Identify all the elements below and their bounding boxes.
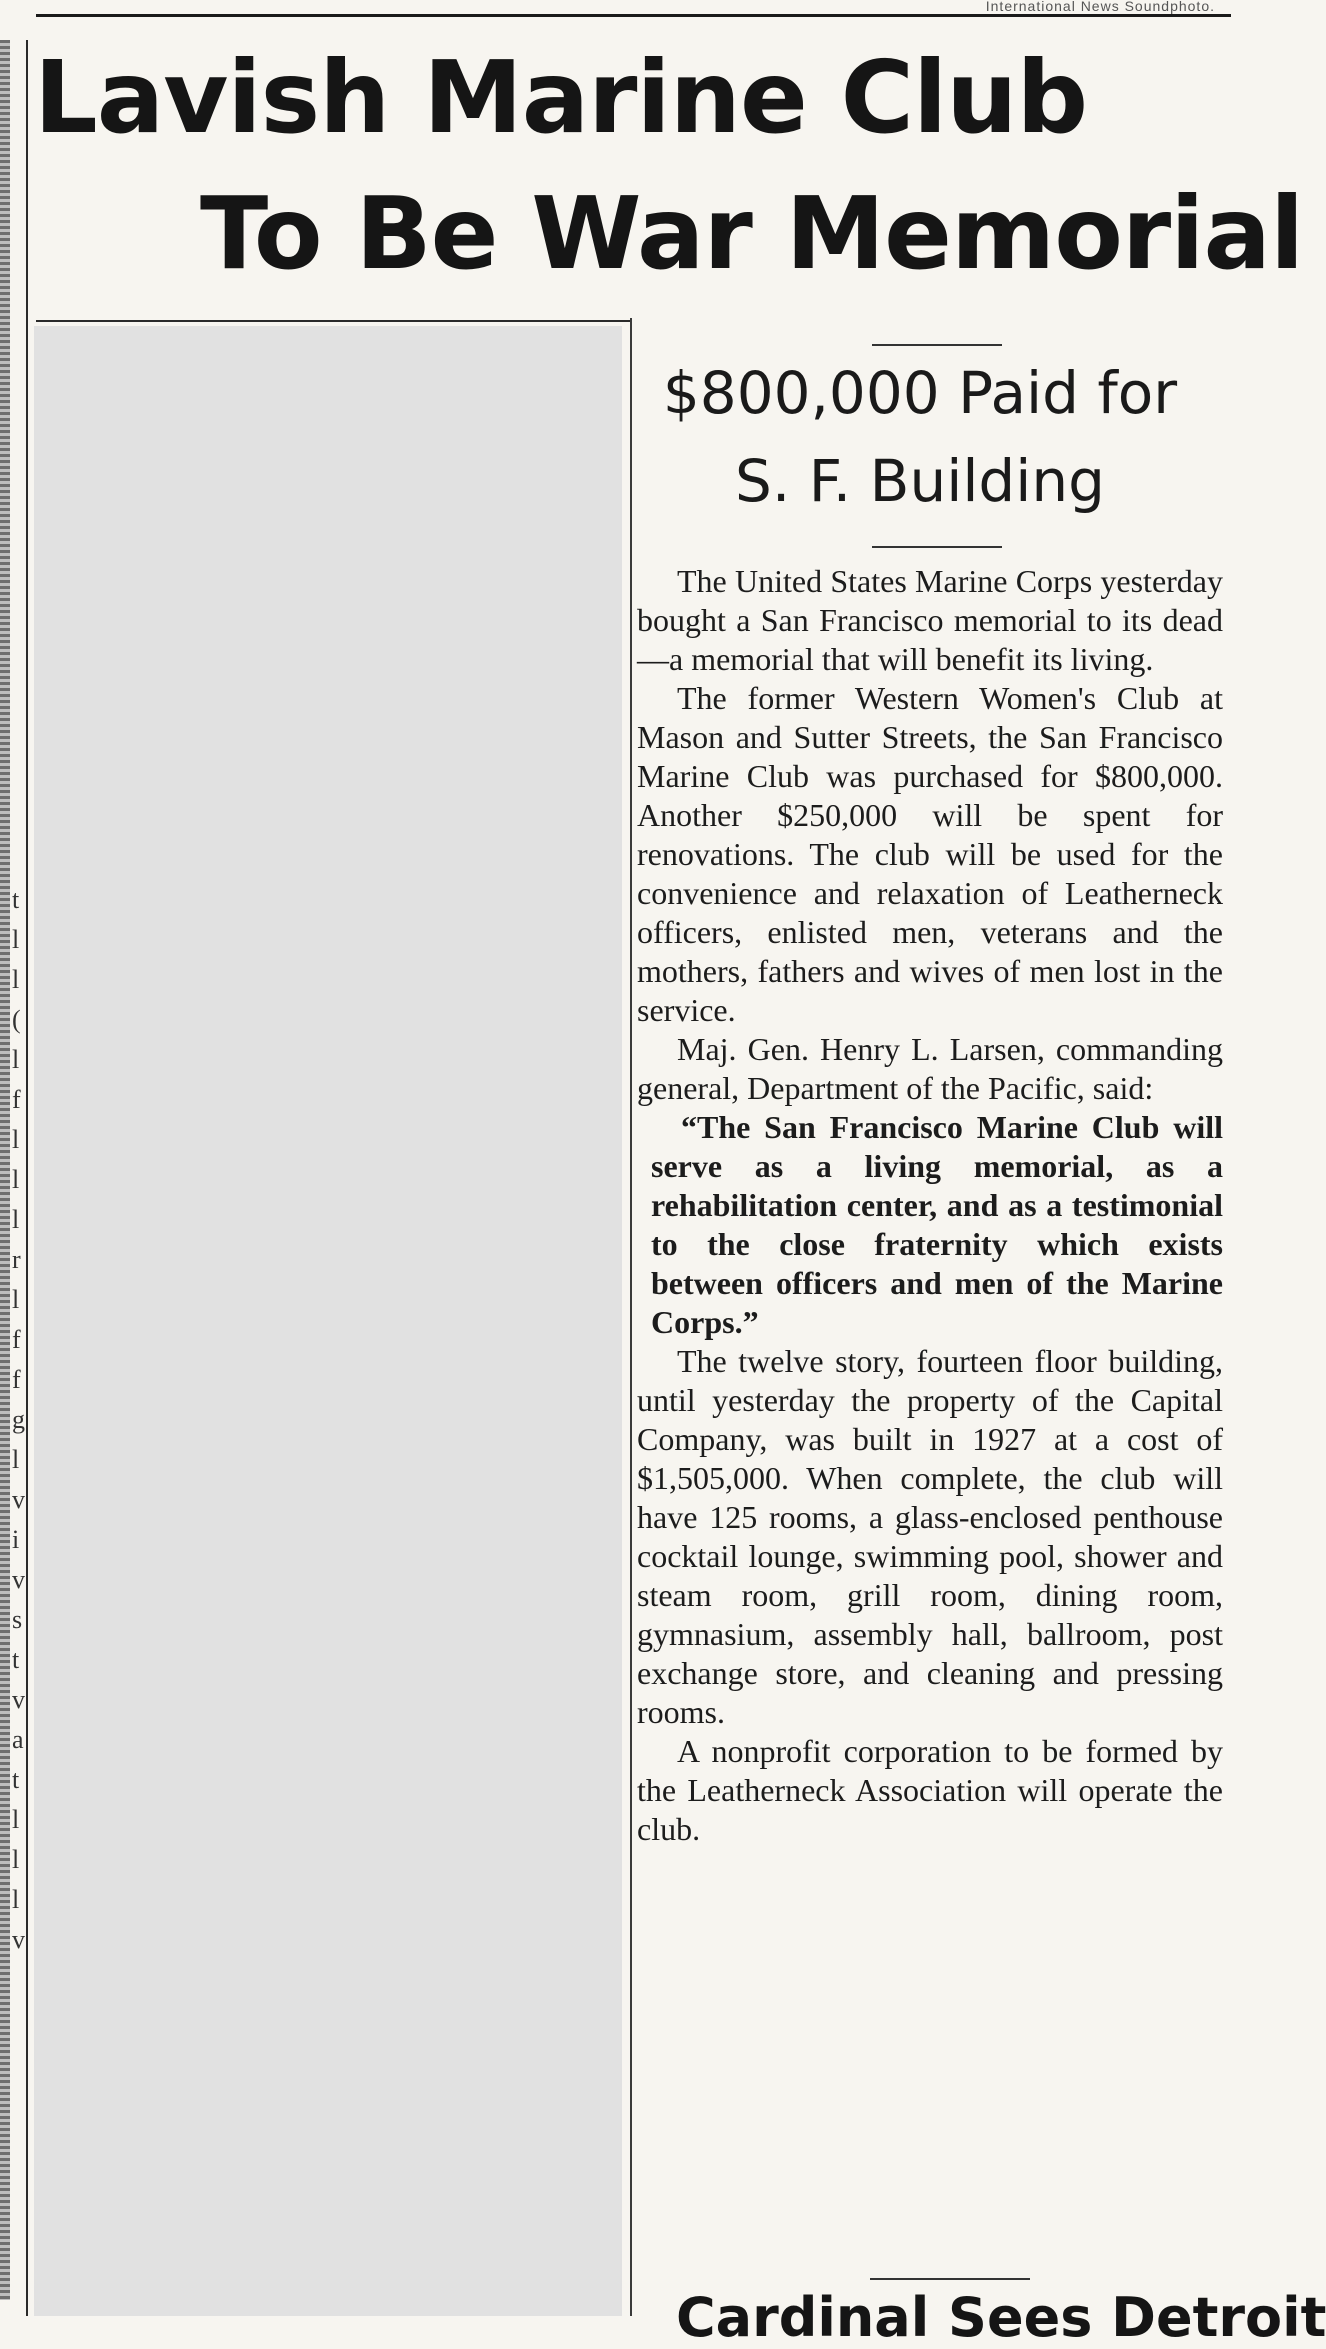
article-paragraph: The twelve story, fourteen floor building, until yesterday the property of the Capital Company, was built in 1927 at a cost of $1,505,000. When complete, the club will have 125 rooms, a glass-enclosed penthouse cocktail lounge, swimming pool, shower and steam room, grill room, dining room, gymnasium, assembly hall, ballroom, post exchange store, and cleaning and pressing rooms. xyxy=(637,1343,1223,1730)
article-paragraph: Maj. Gen. Henry L. Larsen, commanding general, Department of the Pacific, said: xyxy=(637,1031,1223,1106)
subhead-rule-top xyxy=(872,344,1002,346)
photo-top-rule xyxy=(36,320,630,322)
next-story-headline: Cardinal Sees Detroit xyxy=(676,2286,1326,2349)
photo-credit: International News Soundphoto. xyxy=(985,0,1215,14)
article-paragraph: The former Western Women's Club at Mason and Sutter Streets, the San Francisco Marine Club was purchased for $800,000. Another $250,000 will be spent for renovations. The club will be used for the convenience and relaxation of Leatherneck officers, enlisted men, veterans and the mothers, fathers and wives of men lost in the service. xyxy=(637,680,1223,1028)
article-body xyxy=(637,562,1223,1849)
article-paragraph: A nonprofit corporation to be formed by the Leatherneck Association will operate the club. xyxy=(637,1733,1223,1847)
photo-placeholder xyxy=(34,326,622,2316)
headline-line-1: Lavish Marine Club xyxy=(34,39,1088,156)
article-paragraph: The United States Marine Corps yesterday bought a San Francisco memorial to its dead—a memorial that will benefit its living. xyxy=(637,563,1223,677)
binding-edge xyxy=(0,40,10,2300)
subhead-line-1: $800,000 Paid for xyxy=(662,359,1178,427)
top-rule xyxy=(36,14,1231,17)
column-rule xyxy=(630,318,632,2316)
headline-line-2: To Be War Memorial xyxy=(200,175,1304,292)
subhead-rule-bottom xyxy=(872,546,1002,548)
story-separator-rule xyxy=(870,2278,1030,2280)
left-column-rule xyxy=(26,40,28,2316)
article-quote: “The San Francisco Marine Club will serve as a living memorial, as a rehabilitation center, and as a testimonial to the close fraternity which exists between officers and men of the Marine Corps.” xyxy=(651,1109,1223,1340)
gutter-text-fragments: t l l ( l f l l l r l f f g l v i v s t v a t l l l v xyxy=(12,885,25,1954)
subhead-line-2: S. F. Building xyxy=(735,447,1105,515)
